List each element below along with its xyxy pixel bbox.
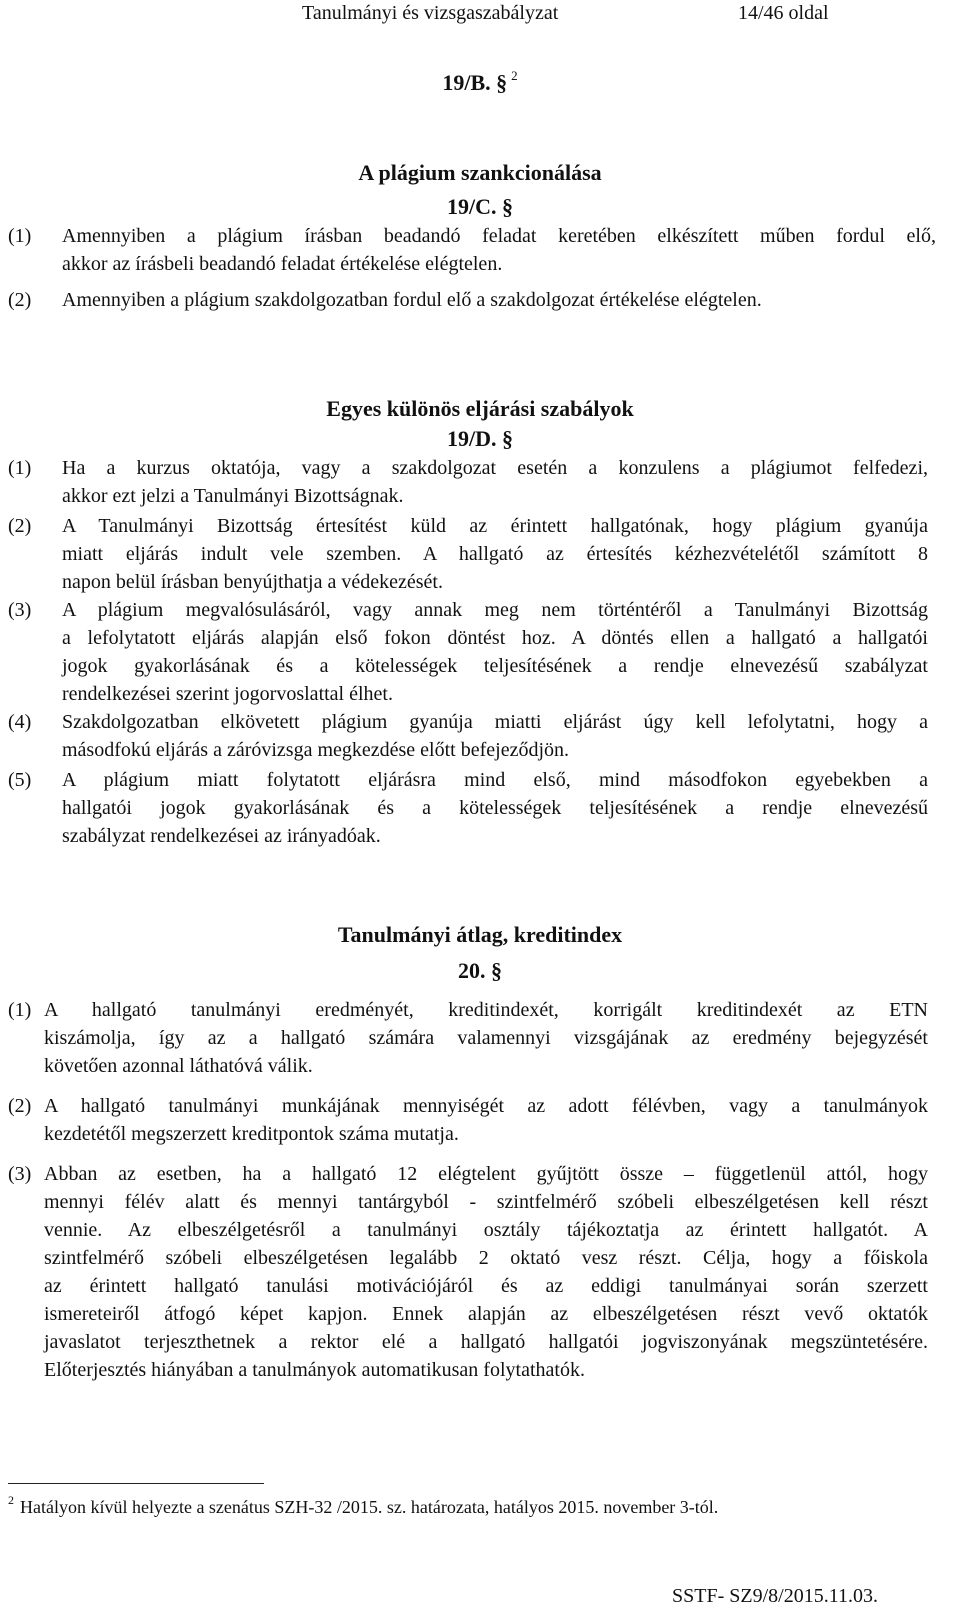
para-line: vennie. Az elbeszélgetésről a tanulmányi osztály tájékoztatja az érintett hallgatót. A (44, 1219, 928, 1241)
para-line: A plágium megvalósulásáról, vagy annak meg nem történtéről a Tanulmányi Bizottság (62, 599, 928, 621)
para-line: szabályzat rendelkezései az irányadóak. (62, 825, 381, 847)
para-line: napon belül írásban benyújthatja a védekezését. (62, 571, 443, 593)
s19d-para-5 (8, 766, 928, 850)
header-page-number: 14/46 oldal (738, 2, 829, 24)
section-20-title: Tanulmányi átlag, kreditindex (337, 922, 623, 947)
para-number: (3) (8, 599, 32, 621)
section-19c-number: 19/C. § (447, 194, 513, 219)
para-line: szintfelmérő szóbeli elbeszélgetésen legalább 2 oktató vesz részt. Célja, hogy a főiskola (44, 1247, 928, 1269)
s19c-para-1 (8, 222, 936, 278)
para-number: (3) (8, 1163, 32, 1185)
para-line: miatt eljárás indult vele szemben. A hallgató az értesítés kézhezvételétől számított 8 (62, 543, 928, 565)
header-doc-title: Tanulmányi és vizsgaszabályzat (302, 2, 559, 24)
para-line: A hallgató tanulmányi eredményét, kreditindexét, korrigált kreditindexét az ETN (44, 999, 928, 1021)
s19d-para-2 (8, 512, 928, 596)
para-line: Abban az esetben, ha a hallgató 12 elégtelent gyűjtött össze – függetlenül attól, hogy (44, 1163, 928, 1185)
footer-doc-code: SSTF- SZ9/8/2015.11.03. (672, 1585, 878, 1607)
para-line: Ha a kurzus oktatója, vagy a szakdolgozat esetén a konzulens a plágiumot felfedezi, (62, 457, 928, 479)
para-line: A Tanulmányi Bizottság értesítést küld az érintett hallgatónak, hogy plágium gyanúja (62, 515, 928, 537)
para-number: (1) (8, 457, 32, 479)
para-number: (4) (8, 711, 32, 733)
para-line: javaslatot terjeszthetnek a rektor elé a hallgató hallgatói jogviszonyának megszüntetésére. (44, 1331, 928, 1353)
s19d-para-1 (8, 454, 928, 510)
para-line: kezdetétől megszerzett kreditpontok száma mutatja. (44, 1123, 459, 1145)
para-line: Amennyiben a plágium szakdolgozatban fordul elő a szakdolgozat értékelése elégtelen. (62, 289, 762, 311)
para-line: A hallgató tanulmányi munkájának mennyiségét az adott félévben, vagy a tanulmányok (44, 1095, 928, 1117)
section-19d-number: 19/D. § (447, 426, 513, 451)
s20-para-2 (8, 1092, 928, 1148)
para-line: ismereteiről átfogó képet kapjon. Ennek alapján az elbeszélgetésen részt vevő oktatók (44, 1303, 928, 1325)
para-line: a lefolytatott eljárás alapján első fokon döntést hoz. A döntés ellen a hallgató a hallgatói (62, 627, 928, 649)
para-number: (2) (8, 515, 32, 537)
footnote (8, 1493, 719, 1518)
section-19c-title: A plágium szankcionálása (358, 160, 602, 185)
para-line: kiszámolja, így az a hallgató számára valamennyi vizsgájának az eredmény bejegyzését (44, 1027, 928, 1049)
footnote-text: Hatályon kívül helyezte a szenátus SZH-32 /2015. sz. határozata, hatályos 2015. november 3-tól. (20, 1497, 719, 1517)
para-number: (2) (8, 1095, 32, 1117)
para-number: (1) (8, 225, 32, 247)
footnote-number: 2 (8, 1493, 14, 1507)
section-20-number: 20. § (458, 958, 502, 983)
para-line: Amennyiben a plágium írásban beadandó feladat keretében elkészített műben fordul elő, (62, 225, 936, 247)
footnote-divider (8, 1483, 264, 1484)
section-19b-label: 19/B. § (442, 70, 508, 95)
s19c-para-2 (8, 286, 936, 314)
section-19b-number (0, 70, 960, 96)
para-line: Szakdolgozatban elkövetett plágium gyanúja miatti eljárást úgy kell lefolytatni, hogy a (62, 711, 928, 733)
s19d-para-4 (8, 708, 928, 764)
para-number: (1) (8, 999, 32, 1021)
para-line: jogok gyakorlásának és a kötelességek teljesítésének a rendje elnevezésű szabályzat (62, 655, 928, 677)
s20-para-1 (8, 996, 928, 1080)
para-number: (2) (8, 289, 32, 311)
para-line: az érintett hallgató tanulási motivációjáról és az eddigi tanulmányai során szerzett (44, 1275, 928, 1297)
para-line: akkor ezt jelzi a Tanulmányi Bizottságnak. (62, 485, 404, 507)
para-line: akkor az írásbeli beadandó feladat értékelése elégtelen. (62, 253, 503, 275)
para-line: követően azonnal láthatóvá válik. (44, 1055, 313, 1077)
s19d-para-3 (8, 596, 928, 708)
para-line: rendelkezései szerint jogorvoslattal élhet. (62, 683, 393, 705)
para-line: másodfokú eljárás a záróvizsga megkezdése előtt befejeződjön. (62, 739, 570, 761)
s20-para-3 (8, 1160, 928, 1384)
para-line: mennyi félév alatt és mennyi tantárgyból - szintfelmérő szóbeli elbeszélgetésen kell részt (44, 1191, 928, 1213)
footnote-ref: 2 (511, 68, 518, 83)
section-19d-title: Egyes különös eljárási szabályok (326, 396, 634, 421)
para-line: Előterjesztés hiányában a tanulmányok automatikusan folytathatók. (44, 1359, 585, 1381)
para-line: hallgatói jogok gyakorlásának és a kötelességek teljesítésének a rendje elnevezésű (62, 797, 928, 819)
para-number: (5) (8, 769, 32, 791)
para-line: A plágium miatt folytatott eljárásra mind első, mind másodfokon egyebekben a (62, 769, 928, 791)
